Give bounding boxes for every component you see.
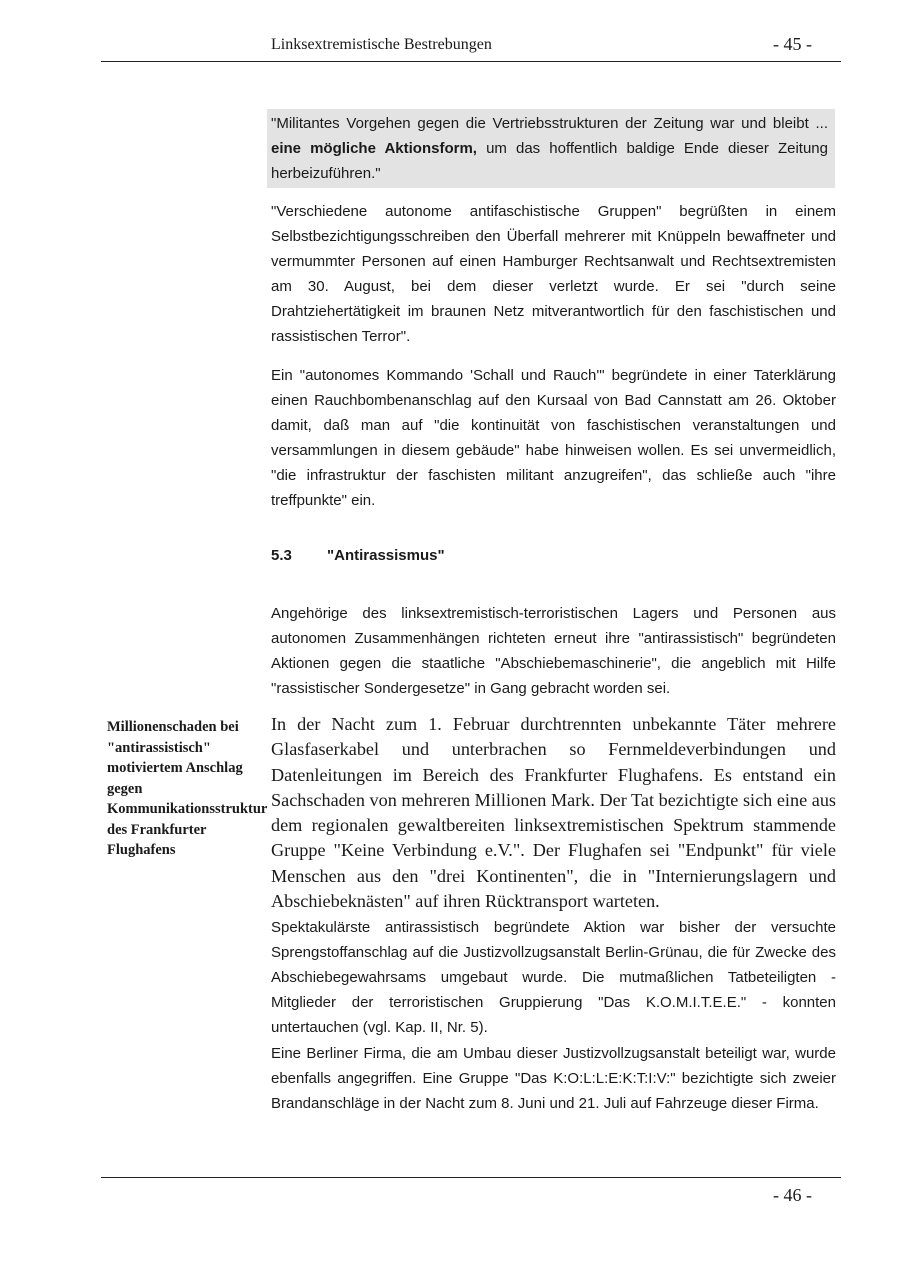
paragraph-4: In der Nacht zum 1. Februar durchtrennten unbekannte Täter mehrere Glasfaserkabel und unterbrachen so Fernmeldeverbindungen und Datenleitungen im Bereich des Frankfurter Flughafens. Es entstand ein Sachschaden von mehreren Millionen Mark. Der Tat bezichtigte sich eine aus dem regionalen gewaltbereiten linksextremistischen Spektrum stammende Gruppe "Keine Verbindung e.V.". Der Flughafen sei "Endpunkt" für viele Menschen aus den "drei Kontinenten", die in "Internierungslagern und Abschiebeknästen" auf ihren Rücktransport warteten. [271,714,836,912]
paragraph-2: Ein "autonomes Kommando 'Schall und Rauch'" begründete in einer Taterklärung einen Rauchbombenanschlag auf den Kursaal von Bad Cannstatt am 26. Oktober damit, daß man auf "die kontinuität von faschistischen veranstaltungen und versammlungen in diesem gebäude" habe hinweisen wollen. Es sei unvermeidlich, "die infrastruktur der faschisten militant anzugreifen", das schließe auch "ihre treffpunkte" ein. [271,367,836,509]
paragraph-5: Spektakulärste antirassistisch begründete Aktion war bisher der versuchte Sprengstoffanschlag auf die Justizvollzugsanstalt Berlin-Grünau, die für Zwecke des Abschiebegewahrsams umgebaut wurde. Die mutmaßlichen Tatbeteiligten - Mitglieder der terroristischen Gruppierung "Das K.O.M.I.T.E.E." - konnten untertauchen (vgl. Kap. II, Nr. 5). [271,919,836,1036]
section-heading [271,547,445,564]
highlighted-quote [267,109,835,188]
quote-start: "Militantes Vorgehen gegen die Vertriebsstrukturen der Zeitung war und bleibt ... [271,115,828,132]
page-header-number: - 45 - [773,34,812,54]
page-header-title: Linksextremistische Bestrebungen [271,36,492,53]
paragraph-6: Eine Berliner Firma, die am Umbau dieser Justizvollzugsanstalt beteiligt war, wurde ebenfalls angegriffen. Eine Gruppe "Das K:O:L:L:E:K:T:I:V:" bezichtigte sich zweier Brandanschläge in der Nacht zum 8. Juni und 21. Juli auf Fahrzeuge dieser Firma. [271,1045,836,1112]
paragraph-1: "Verschiedene autonome antifaschistische Gruppen" begrüßten in einem Selbstbezichtigungsschreiben den Überfall mehrerer mit Knüppeln bewaffneter und vermummter Personen auf einen Hamburger Rechtsanwalt und Rechtsextremisten am 30. August, bei dem dieser verletzt wurde. Er sei "durch seine Drahtziehertätigkeit im braunen Netz mitverantwortlich für den faschistischen und rassistischen Terror". [271,203,836,345]
quote-end: um das hoffentlich baldige Ende dieser Zeitung herbeizuführen." [271,140,828,182]
header-rule [101,61,841,62]
section-title: "Antirassismus" [327,547,445,564]
paragraph-3: Angehörige des linksextremistisch-terroristischen Lagers und Personen aus autonomen Zusammenhängen richteten erneut ihre "antirassistisch" begründeten Aktionen gegen die staatliche "Abschiebemaschinerie", die angeblich mit Hilfe "rassistischer Sondergesetze" in Gang gebracht worden sei. [271,605,836,697]
footer-rule [101,1177,841,1178]
quote-bold: eine mögliche Aktionsform, [271,140,477,157]
section-number: 5.3 [271,547,292,564]
margin-note: Millionenschaden bei "antirassistisch" motiviertem Anschlag gegen Kommunikationsstruktur des Frankfurter Flughafens [107,719,268,858]
page-footer-number: - 46 - [773,1185,812,1205]
